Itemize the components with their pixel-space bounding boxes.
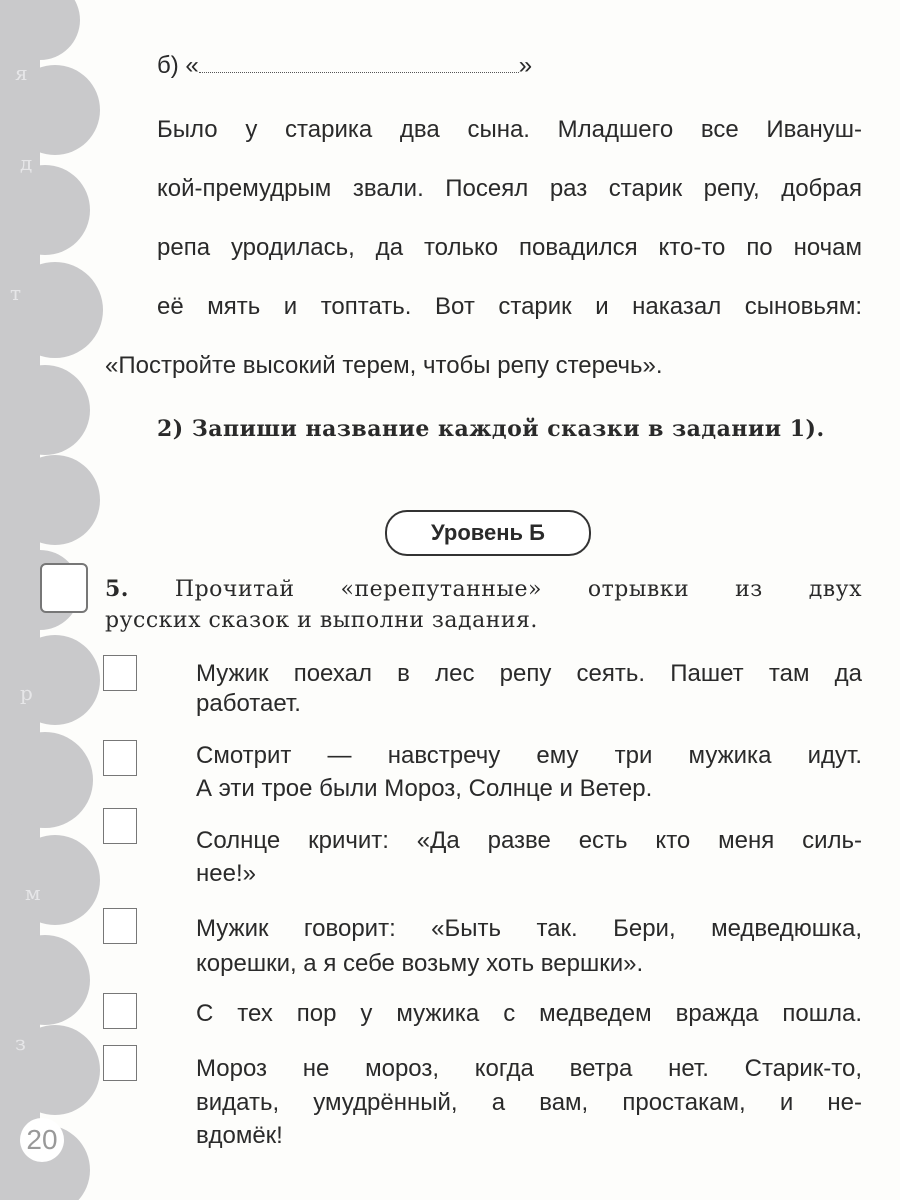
blank-label: б) (157, 52, 179, 79)
task-5-line: русских сказок и выполни задания. (105, 608, 538, 633)
svg-text:д: д (20, 151, 33, 175)
svg-text:з: з (15, 1031, 26, 1055)
fragment-line: Смотрит — навстречу ему три мужика идут. (196, 742, 862, 769)
task-5-text: Прочитай «перепутанные» отрывки из двух (174, 577, 862, 602)
task-2-ref: задании 1). (672, 416, 825, 442)
task-5-line (105, 576, 862, 602)
task-number: 5. (105, 576, 129, 602)
fragment-checkbox[interactable] (103, 808, 137, 844)
task-2 (157, 416, 825, 442)
fragment-line: работает. (196, 690, 301, 717)
svg-text:р: р (20, 681, 33, 705)
task-checkbox[interactable] (40, 563, 88, 613)
fragment-line: Мужик говорит: «Быть так. Бери, медведюшка, (196, 915, 862, 942)
svg-text:я: я (15, 61, 28, 85)
fragment-line: видать, умудрённый, а вам, простакам, и не- (196, 1089, 862, 1116)
page-number: 20 (20, 1118, 64, 1162)
answer-blank-b (157, 52, 532, 80)
fragment-line: А эти трое были Мороз, Солнце и Ветер. (196, 775, 653, 802)
fragment-line: Солнце кричит: «Да разве есть кто меня силь- (196, 827, 862, 854)
fragment-checkbox[interactable] (103, 1045, 137, 1081)
fragment-line: нее!» (196, 860, 256, 887)
open-quote: « (185, 52, 199, 79)
story-line: Было у старика два сына. Младшего все Ивануш- (157, 116, 862, 143)
story-line: репа уродилась, да только повадился кто-то по ночам (157, 234, 862, 261)
answer-line[interactable] (199, 52, 519, 73)
fragment-line: Мужик поехал в лес репу сеять. Пашет там да (196, 660, 862, 687)
fragment-line: Мороз не мороз, когда ветра нет. Старик-то, (196, 1055, 862, 1082)
fragment-line: вдомёк! (196, 1122, 283, 1149)
task-2-text: 2) Запиши название каждой сказки в (157, 416, 673, 442)
fragment-checkbox[interactable] (103, 655, 137, 691)
fragment-checkbox[interactable] (103, 740, 137, 776)
story-line: «Постройте высокий терем, чтобы репу стеречь». (105, 352, 663, 379)
fragment-checkbox[interactable] (103, 993, 137, 1029)
fragment-line: корешки, а я себе возьму хоть вершки». (196, 950, 644, 977)
level-badge: Уровень Б (385, 510, 591, 556)
close-quote: » (518, 52, 533, 79)
svg-text:т: т (10, 281, 22, 305)
fragment-checkbox[interactable] (103, 908, 137, 944)
story-line: её мять и топтать. Вот старик и наказал сыновьям: (157, 293, 862, 320)
story-line: кой-премудрым звали. Посеял раз старик репу, добрая (157, 175, 862, 202)
svg-text:м: м (25, 881, 41, 905)
fragment-line: С тех пор у мужика с медведем вражда пошла. (196, 1000, 862, 1027)
